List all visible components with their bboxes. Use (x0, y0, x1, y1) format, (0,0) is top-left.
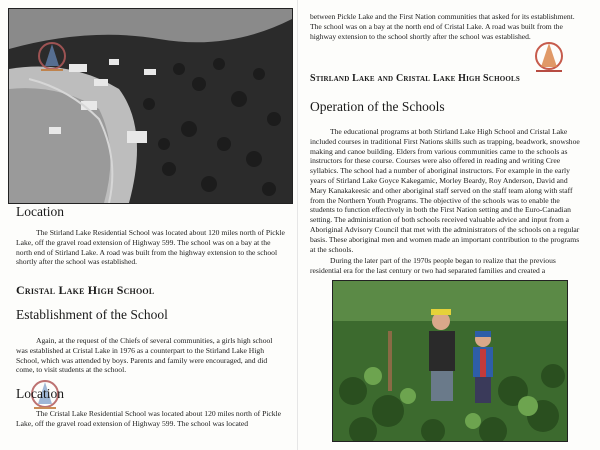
location-heading: Location (16, 204, 64, 219)
garden-photo (332, 280, 568, 442)
location-paragraph-2: The Cristal Lake Residential School was located about 120 miles north of Pickle Lake, off the gravel road extension of Highway 599. The school was located (16, 409, 282, 428)
continued-paragraph: between Pickle Lake and the First Nation communities that asked for its establishment. The school was on a bay at the north end of Cristal Lake. A road was built from the highway extension to the school shortly after the school was established. (310, 12, 575, 41)
school-emblem-icon (35, 38, 69, 76)
establishment-heading: Establishment of the School (16, 307, 168, 322)
cristal-lake-heading: Cristal Lake High School (16, 283, 155, 297)
location-heading-2: Location (16, 386, 64, 401)
location-paragraph: The Stirland Lake Residential School was located about 120 miles north of Pickle Lake, off the gravel road extension of Highway 599. The school was on a bay at the north end of Stirland Lake. A road was built from the highway extension to the school shortly after the school was established. (16, 228, 285, 267)
column-divider (297, 0, 298, 450)
later-years-paragraph: During the later part of the 1970s people began to realize that the previous residential era for the last century or two had separated families and created a (310, 256, 556, 275)
school-emblem-icon (532, 38, 566, 76)
operation-heading: Operation of the Schools (310, 99, 445, 114)
establishment-paragraph: Again, at the request of the Chiefs of several communities, a girls high school was established at Cristal Lake in 1976 as a counterpart to the Stirland Lake High School, which was attended by boys. Parents and family were encouraged, and did come, to visit students at the school. (16, 336, 273, 375)
operation-paragraph: The educational programs at both Stirland Lake High School and Cristal Lake included courses in traditional First Nations skills such as trapping, beadwork, snowshoe making and canoe building. Elders from various communities came to the schools as instructors for these course. Courses were also offered in reading and writing Cree syllabics. The school had a number of aboriginal instructors. For example in the early years of Stirland Lake Goyce Kakegamic, Morley Beardy, Roy Anderson, David and Mary Kanakakeesic and other aboriginal staff served on the staff team along with staff from the Northern Youth Programs. The objective of the schools was to enable the students to function effectively in both the First Nation setting and the Euro-Canadian setting. The administration of both schools received valuable advice and input from a Aboriginal Advisory Council that met with the administrators of the schools on a regular basis. These aboriginal men and women made an important contribution to the programs at the schools. (310, 127, 580, 254)
schools-heading: Stirland Lake and Cristal Lake High Schools (310, 73, 520, 84)
